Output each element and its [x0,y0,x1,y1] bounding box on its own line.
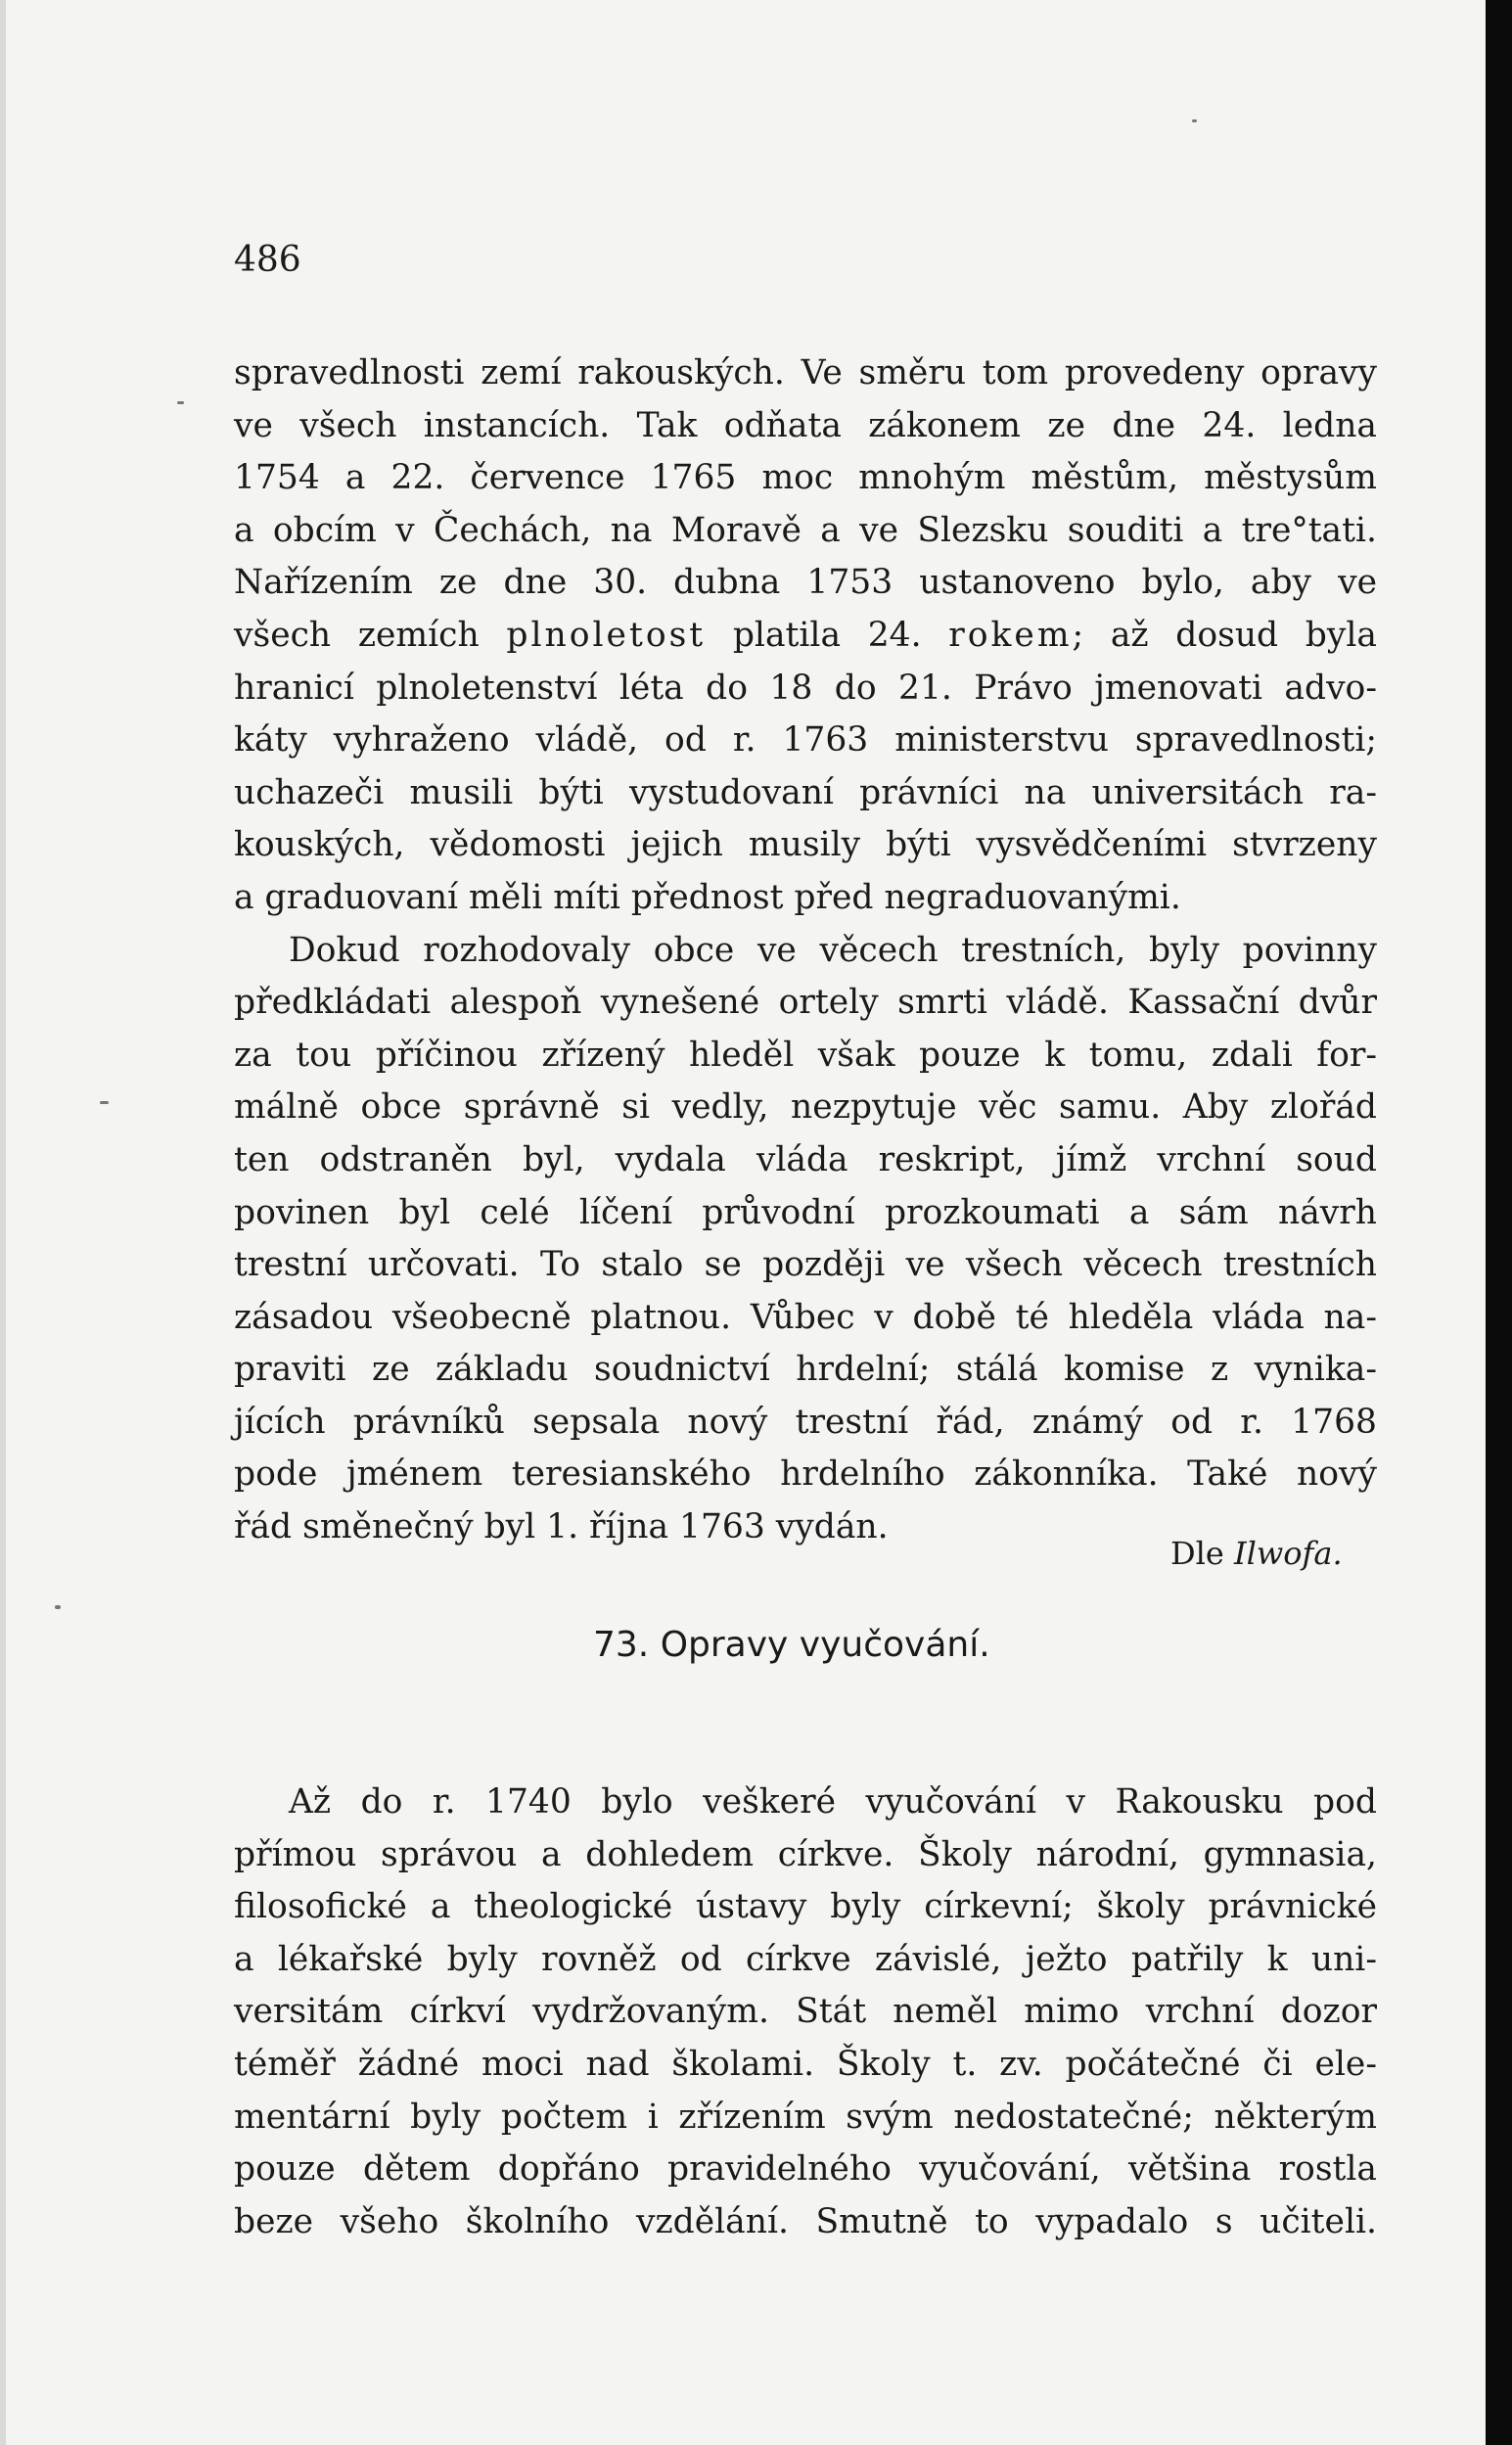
text-line: beze všeho školního vzdělání. Smutně to vypadalo s učiteli. [234,2201,1377,2241]
spaced-emphasis: plnoletost [506,615,707,655]
text-line: zásadou všeobecně platnou. Vůbec v době té hleděla vláda na- [234,1297,1377,1337]
paragraph-education [234,1776,1377,2248]
source-attribution [1170,1535,1343,1572]
text-line: téměř žádné moci nad školami. Školy t. zv. počátečné či ele- [234,2044,1377,2084]
text-line: ten odstraněn byl, vydala vláda reskript, jímž vrchní soud [234,1139,1377,1179]
text-line: jících právníků sepsala nový trestní řád, známý od r. 1768 [234,1402,1377,1442]
text-line: filosofické a theologické ústavy byly církevní; školy právnické [234,1887,1377,1927]
paragraph-judicial-reforms [234,347,1377,1554]
text-line: uchazeči musili býti vystudovaní právníci na universitách ra- [234,772,1377,812]
text-line: předkládati alespoň vynešené ortely smrti vládě. Kassační dvůr [234,983,1377,1023]
text-line: pode jménem teresianského hrdelního zákonníka. Také nový [234,1454,1377,1495]
text-line: spravedlnosti zemí rakouských. Ve směru tom provedeny opravy [234,353,1377,392]
text-line: řád směnečný byl 1. října 1763 vydán. [234,1507,889,1547]
section-heading: 73. Opravy vyučování. [593,1625,990,1665]
spaced-emphasis: rokem [948,615,1073,655]
text-line: povinen byl celé líčení průvodní prozkoumati a sám návrh [234,1192,1377,1232]
text-line-with-spaced-words: všech zemích plnoletost platila 24. rokem; až dosud byla [234,615,1377,655]
text-line: a lékařské byly rovněž od církve závislé, ježto patřily k uni- [234,1939,1377,1979]
text-line: hranicí plnoletenství léta do 18 do 21. Právo jmenovati advo- [234,668,1377,708]
text-line: Až do r. 1740 bylo veškeré vyučování v Rakousku pod [289,1782,1377,1822]
text-line: za tou příčinou zřízený hleděl však pouze k tomu, zdali for- [234,1035,1377,1075]
text-line: trestní určovati. To stalo se později ve všech věcech trestních [234,1245,1377,1285]
text-line: a obcím v Čechách, na Moravě a ve Slezsku souditi a tre°tati. [234,510,1377,550]
text-line: ve všech instancích. Tak odňata zákonem ze dne 24. ledna [234,405,1377,445]
text-line: Dokud rozhodovaly obce ve věcech trestních, byly povinny [289,930,1377,970]
text-line: kouských, vědomosti jejich musily býti vysvědčeními stvrzeny [234,825,1377,865]
source-author: Ilwofa. [1234,1535,1343,1572]
text-line: 1754 a 22. července 1765 moc mnohým městům, městysům [234,458,1377,498]
scan-speck [1192,119,1197,122]
scan-speck [55,1605,61,1609]
text-line: káty vyhraženo vládě, od r. 1763 ministerstvu spravedlnosti; [234,720,1377,761]
text-line: mentární byly počtem i zřízením svým nedostatečné; některým [234,2097,1377,2137]
text-line: pouze dětem dopřáno pravidelného vyučování, většina rostla [234,2149,1377,2190]
text-line: Nařízením ze dne 30. dubna 1753 ustanoveno bylo, aby ve [234,563,1377,603]
text-line: málně obce správně si vedly, nezpytuje věc samu. Aby zlořád [234,1087,1377,1128]
scan-speck [100,1101,109,1104]
scan-edge [1486,0,1512,2445]
scan-speck [177,401,184,404]
text-line: a graduovaní měli míti přednost před negraduovanými. [234,877,1181,917]
text-line: přímou správou a dohledem církve. Školy národní, gymnasia, [234,1834,1377,1874]
text-line: versitám církví vydržovaným. Stát neměl mimo vrchní dozor [234,1992,1377,2032]
text-line: praviti ze základu soudnictví hrdelní; stálá komise z vynika- [234,1350,1377,1390]
page-number: 486 [234,240,301,280]
source-prefix: Dle [1170,1535,1224,1572]
